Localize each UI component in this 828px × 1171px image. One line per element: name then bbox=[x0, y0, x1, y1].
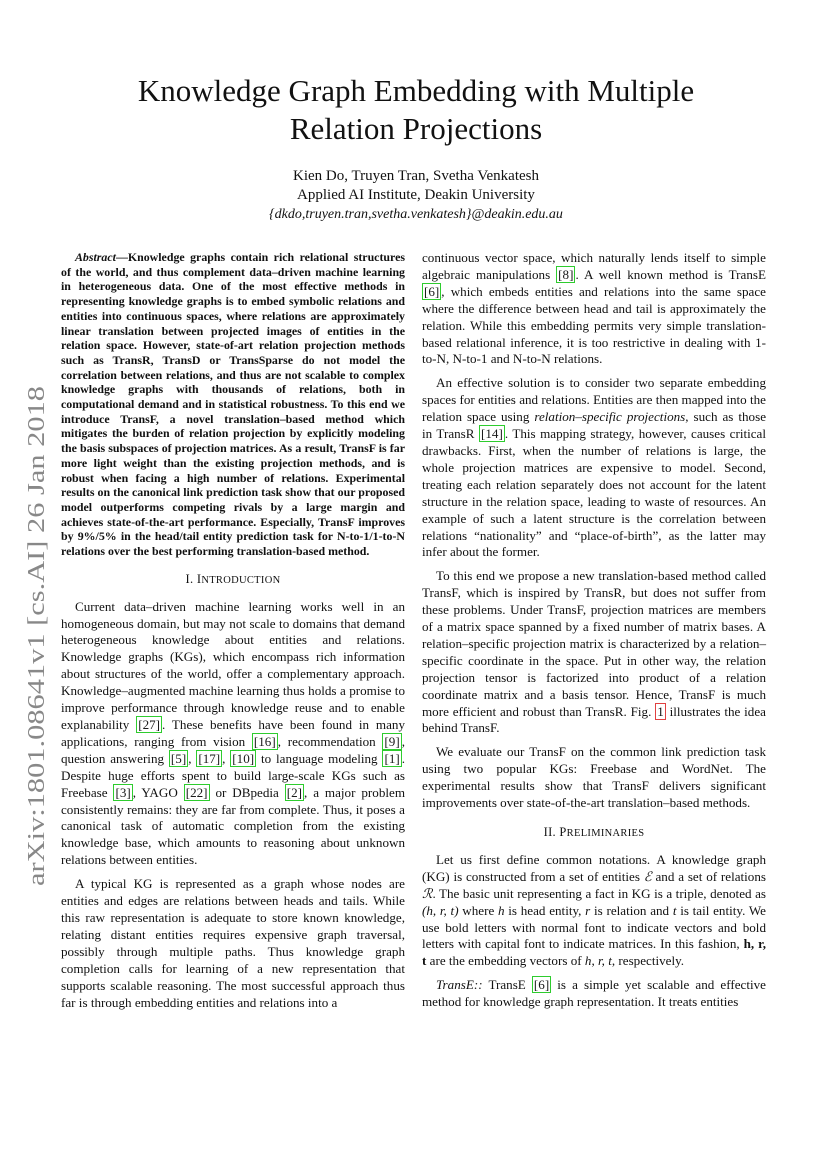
section-heading-preliminaries: II. PRELIMINARIES bbox=[543, 825, 645, 839]
citation-link[interactable]: [27] bbox=[138, 717, 161, 733]
abstract-dash: — bbox=[115, 250, 128, 264]
paper-title bbox=[60, 72, 772, 148]
math-relation-set: ℛ bbox=[422, 885, 433, 901]
citation-link[interactable]: [10] bbox=[232, 750, 255, 766]
math-bold-vectors: h, r, t bbox=[422, 936, 766, 969]
citation-link[interactable]: [1] bbox=[384, 750, 400, 766]
figure-link[interactable]: 1 bbox=[657, 703, 664, 719]
citation-link[interactable]: [6] bbox=[424, 283, 440, 299]
citation-link[interactable]: [22] bbox=[185, 784, 208, 800]
intro-paragraph-3: An effective solution is to consider two separate embedding spaces for entities and relations. Entities are then mapped into the relation space using relation–specific projections, such as those in TransR [14] . This mapping strategy, however, causes critical drawbacks. First, when the number of relations is large, the whole projection matrices are expensive to model. Second, treating each relation separately does not account for the latent structure in the relation space, leading to waste of resources. An example of such a latent structure is the correlation between relations “nationality” and “place-of-birth”, as the latter may infer about the former. bbox=[422, 375, 767, 560]
citation-link[interactable]: [2] bbox=[286, 784, 303, 800]
math-entity-set: ℰ bbox=[643, 868, 652, 884]
prelim-paragraph-1: Let us first define common notations. A knowledge graph (KG) is constructed from a set of entities ℰ and a set of relations ℛ. The basic unit representing a fact in KG is a triple, denoted as (h, r, t) where h is head entity, r is relation and t is tail entity. We use bold letters with normal font to indicate vectors and bold letters with capital font to indicate matrices. In this fashion, h, r, t are the embedding vectors of h, r, t, respectively. bbox=[422, 851, 766, 969]
citation-link[interactable]: [17] bbox=[198, 750, 221, 766]
paragraph-label-transe: TransE:: bbox=[436, 977, 483, 993]
intro-paragraph-4: To this end we propose a new translation-based method called TransF, which is inspired by TransR, but does not suffer from these problems. Under TransF, projection matrices are members of a matrix space spanned by a fixed number of matrix bases. A relation–specific projection matrix is characterized by a relation–specific coordinate in the space. Put in other way, the relation projection tensor is factorized into product of a relation coordinate matrix and a basis tensor. Hence, TransF is much more efficient and robust than TransR. Fig. 1 illustrates the idea behind TransF. bbox=[422, 568, 766, 736]
author-emails: {dkdo,truyen.tran,svetha.venkatesh}@deakin.edu.au bbox=[269, 207, 563, 222]
authors: Kien Do, Truyen Tran, Svetha Venkatesh bbox=[293, 168, 539, 184]
title-line-1: Knowledge Graph Embedding with Multiple bbox=[137, 73, 695, 108]
citation-link[interactable]: [16] bbox=[253, 733, 276, 749]
math-triple: (h, r, t) bbox=[422, 902, 459, 918]
intro-paragraph-2-continued: continuous vector space, which naturally lends itself to simple algebraic manipulations [8] . A well known method is TransE [6] , which embeds entities and relations into the same space where the difference between head and tail is approximately the relation. While this embedding permits very simple translation-based relational inference, it is too restrictive in dealing with 1-to-N, N-to-1 and N-to-N relations. bbox=[422, 250, 766, 367]
intro-paragraph-2: A typical KG is represented as a graph whose nodes are entities and edges are relations between heads and tails. While this raw representation is adequate to store known knowledge, relating distant entities requires expensive graph traversal, possibly through multiple paths. Thus knowledge graph completion calls for learning of a new representation that supports scalable reasoning. The most successful approach thus far is through embedding entities and relations into a bbox=[61, 876, 405, 1010]
emphasis: relation–specific projections bbox=[534, 409, 686, 425]
title-line-2: Relation Projections bbox=[289, 111, 543, 146]
citation-link[interactable]: [5] bbox=[170, 750, 187, 766]
arxiv-stamp bbox=[18, 380, 52, 890]
intro-paragraph-1: Current data–driven machine learning works well in an homogeneous domain, but may not scale to domains that demand heterogeneous knowledge about entities and relations. Knowledge graphs (KGs), which encompass rich information about structures of the world, offer a complementary approach. Knowledge–augmented machine learning thus holds a promise to improve performance through knowledge reuse and to enable explanability [27] . These benefits have been found in many applications, ranging from vision [16] , recommendation [9] , question answering [5] , [17] , [10] to language modeling [1] . Despite huge efforts spent to build large-scale KGs such as Freebase [3] , YAGO [22] or DBpedia [2] , a major problem consistently remains: they are far from complete. Thus, it poses a canonical task of automatic completion from the existing knowledge base, which amounts to reasoning about unknown relations between entities. bbox=[61, 598, 406, 868]
abstract-label: Abstract bbox=[75, 250, 116, 264]
left-column bbox=[61, 250, 405, 1018]
citation-link[interactable]: [14] bbox=[480, 426, 503, 442]
abstract bbox=[61, 250, 405, 559]
section-heading-introduction: I. INTRODUCTION bbox=[185, 571, 281, 586]
affiliation: Applied AI Institute, Deakin University bbox=[297, 187, 535, 203]
citation-link[interactable]: [6] bbox=[533, 977, 550, 993]
citation-link[interactable]: [9] bbox=[384, 733, 400, 749]
intro-paragraph-5: We evaluate our TransF on the common link prediction task using two popular KGs: Freebase and WordNet. The experimental results show that TransF delivers significant improvements over state-of-the-art translation–based methods. bbox=[422, 744, 766, 811]
citation-link[interactable]: [3] bbox=[115, 784, 131, 800]
abstract-text: Knowledge graphs contain rich relational structures of the world, and thus complement data–driven machine learning in heterogeneous data. One of the most effective methods in representing knowledge graphs is to embed symbolic relations and entities into continuous spaces, where relations are approximately linear translation between projected images of entities in the relation space. However, state-of-art relation projection methods such as TransR, TransD or TransSparse do not model the correlation between relations, and thus are not scalable to complex knowledge graphs with thousands of relations, both in computational demand and in statistical robustness. To this end we introduce TransF, a novel translation–based method which mitigates the burden of relation projection by explicitly modeling the basis subspaces of projection matrices. As a result, TransF is far more light weight than the existing projection methods, and is robust when facing a high number of relations. Experimental results on the canonical link prediction task show that our proposed model outperforms competing rivals by a large margin and achieves state-of-the-art performance. Especially, TransF improves by 9%/5% in the head/tail entity prediction task for N-to-1/1-to-N relations over the best performing translation-based method. bbox=[61, 250, 405, 559]
citation-link[interactable]: [8] bbox=[558, 266, 574, 282]
prelim-paragraph-2: TransE:: TransE [6] is a simple yet scalable and effective method for knowledge graph representation. It treats entities bbox=[422, 977, 766, 1010]
right-column bbox=[422, 250, 766, 1018]
arxiv-stamp-text: arXiv:1801.08641v1 [cs.AI] 26 Jan 2018 bbox=[23, 483, 50, 886]
